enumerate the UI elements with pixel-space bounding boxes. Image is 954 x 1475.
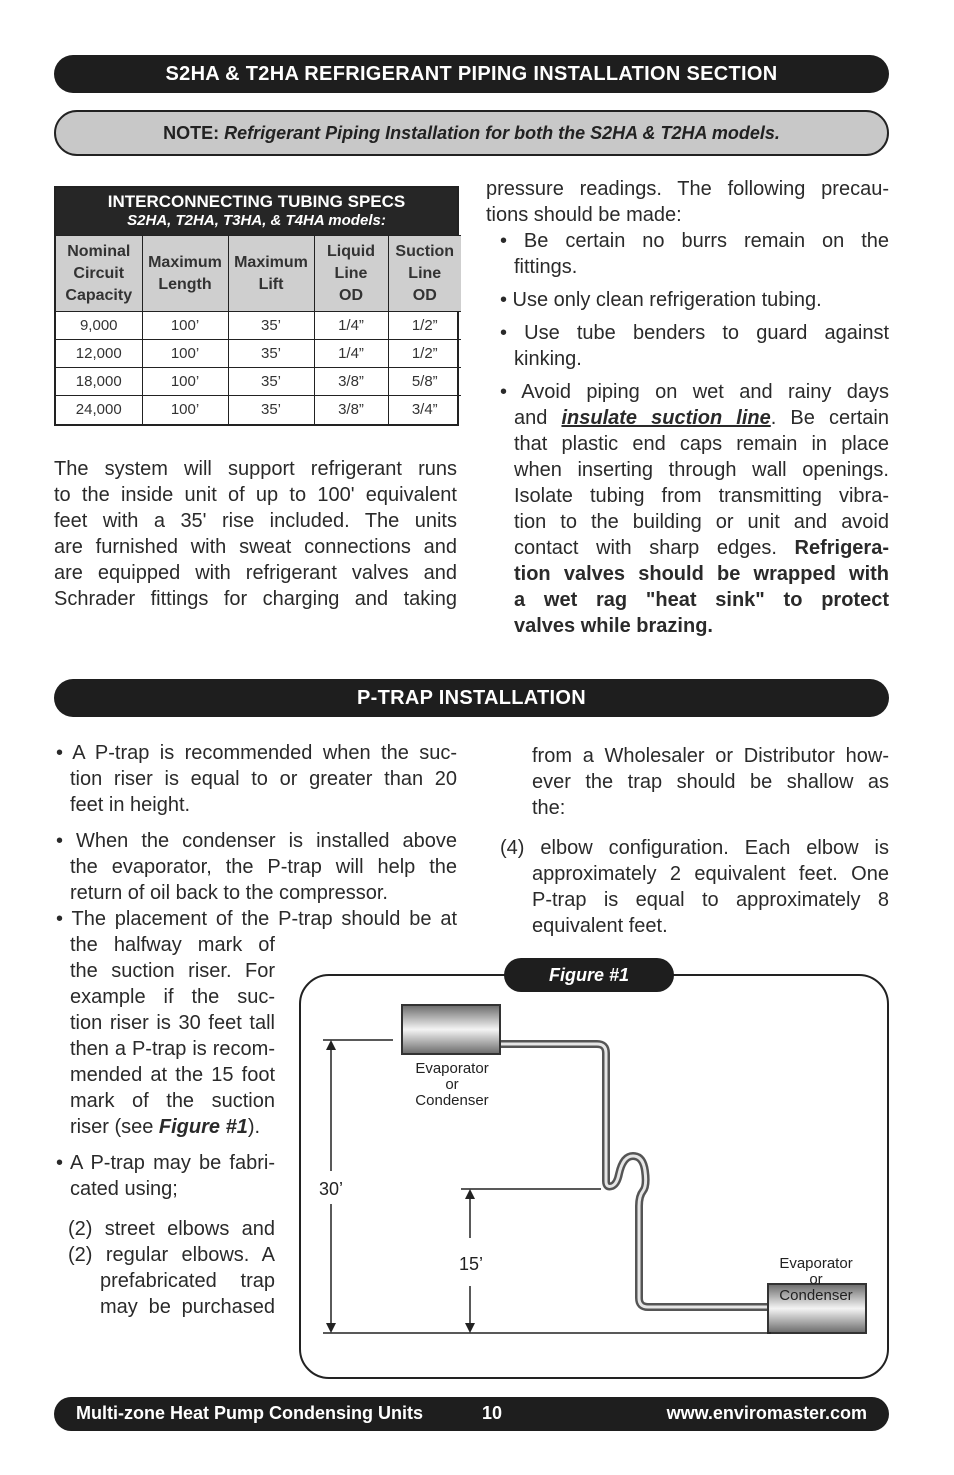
dimension-lines bbox=[323, 1040, 771, 1333]
precautions-block bbox=[486, 176, 889, 639]
cell: 3/8” bbox=[314, 396, 388, 424]
bullet-line: then a P-trap is recom- bbox=[70, 1038, 275, 1060]
figure-label-text: Figure #1 bbox=[548, 965, 630, 985]
bullet-line: the suction riser. For bbox=[70, 960, 275, 982]
specs-header bbox=[56, 188, 457, 235]
cell: 100’ bbox=[142, 368, 228, 396]
specs-subtitle: S2HA, T2HA, T3HA, & T4HA models: bbox=[127, 212, 386, 229]
cell: 1/2” bbox=[388, 340, 461, 368]
page-footer bbox=[54, 1397, 889, 1431]
bullet-line: fittings. bbox=[514, 256, 578, 278]
col-header-lift: Maximum Lift bbox=[228, 236, 314, 312]
para-line: Schrader fittings for charging and taking bbox=[54, 588, 457, 610]
list-line: prefabricated trap bbox=[100, 1270, 275, 1292]
text-line: from a Wholesaler or Distributor how- bbox=[532, 745, 889, 767]
footer-website: www.enviromaster.com bbox=[666, 1403, 867, 1423]
col-header-capacity: Nominal Circuit Capacity bbox=[56, 236, 142, 312]
bullet-line: example if the suc- bbox=[70, 986, 275, 1008]
bullet-line: mended at the 15 foot bbox=[70, 1064, 275, 1086]
section-banner-ptrap bbox=[54, 679, 889, 717]
note-box bbox=[54, 110, 889, 156]
bullet-line: contact with sharp edges. Refrigera- bbox=[514, 537, 889, 559]
intro-line: pressure readings. The following precau- bbox=[486, 178, 889, 200]
bullet-line: • A P-trap may be fabri- bbox=[56, 1152, 275, 1174]
bullet-line: that plastic end caps remain in place bbox=[514, 433, 889, 455]
table-row bbox=[56, 340, 461, 368]
bullet-line: • A P-trap is recommended when the suc- bbox=[56, 742, 457, 764]
col-header-suction: Suction Line OD bbox=[388, 236, 461, 312]
dimension-30-label: 30’ bbox=[319, 1179, 344, 1199]
bullet-line: riser (see Figure #1). bbox=[70, 1116, 261, 1138]
unit-top-label-2: or bbox=[445, 1076, 459, 1093]
text-line: approximately 2 equivalent feet. One bbox=[532, 863, 889, 885]
para-line: feet with a 35' rise included. The units bbox=[54, 510, 457, 532]
text-line: the: bbox=[532, 797, 566, 819]
evaporator-unit-top bbox=[402, 1005, 500, 1054]
cell: 35’ bbox=[228, 340, 314, 368]
cell: 9,000 bbox=[56, 312, 142, 340]
list-line: (2) street elbows and bbox=[68, 1218, 275, 1240]
specs-title: INTERCONNECTING TUBING SPECS bbox=[107, 192, 406, 211]
refrigerant-pipe bbox=[500, 1044, 768, 1307]
cell: 3/4” bbox=[388, 396, 461, 424]
insulate-emphasis: insulate suction line bbox=[561, 407, 771, 429]
cell: 5/8” bbox=[388, 368, 461, 396]
bold-line: a wet rag "heat sink" to protect bbox=[514, 589, 889, 611]
table-row bbox=[56, 312, 461, 340]
bold-line: valves while brazing. bbox=[514, 615, 713, 637]
col-header-length: Maximum Length bbox=[142, 236, 228, 312]
cell: 12,000 bbox=[56, 340, 142, 368]
section-banner-refrigerant bbox=[54, 55, 889, 93]
ptrap-bullets-top bbox=[56, 740, 457, 932]
specs-grid bbox=[56, 235, 461, 424]
text-line: (4) elbow configuration. Each elbow is bbox=[500, 837, 889, 859]
bold-line: tion valves should be wrapped with bbox=[514, 563, 889, 585]
bullet-line: kinking. bbox=[514, 348, 582, 370]
bullet-line: mark of the suction bbox=[70, 1090, 275, 1112]
para-line: are furnished with sweat connections and bbox=[54, 536, 457, 558]
ptrap-diagram bbox=[301, 976, 887, 1377]
table-row bbox=[56, 368, 461, 396]
ptrap-title: P-TRAP INSTALLATION bbox=[356, 687, 587, 709]
cell: 35’ bbox=[228, 368, 314, 396]
bullet-line: cated using; bbox=[70, 1178, 178, 1200]
bullet-line: tion riser is 30 feet tall bbox=[70, 1012, 275, 1034]
cell: 35’ bbox=[228, 312, 314, 340]
text-line: ever the trap should be shallow as bbox=[532, 771, 889, 793]
cell: 24,000 bbox=[56, 396, 142, 424]
bullet-line: • Avoid piping on wet and rainy days bbox=[500, 381, 889, 403]
text-line: equivalent feet. bbox=[532, 915, 668, 937]
section-title: S2HA & T2HA REFRIGERANT PIPING INSTALLATION SECTION bbox=[165, 63, 778, 85]
bullet-line: the evaporator, the P-trap will help the bbox=[70, 856, 457, 878]
note-text: Refrigerant Piping Installation for both the S2HA & T2HA models. bbox=[224, 123, 780, 143]
bullet-list bbox=[486, 228, 889, 639]
para-line: The system will support refrigerant runs bbox=[54, 458, 457, 480]
bullet-line: • The placement of the P-trap should be at bbox=[56, 908, 457, 930]
dimension-15-label: 15’ bbox=[459, 1254, 484, 1274]
note-label: NOTE: bbox=[163, 123, 220, 143]
bullet-line: return of oil back to the compressor. bbox=[70, 882, 388, 904]
ptrap-bullets-narrow bbox=[56, 932, 275, 1320]
bullet-line: Isolate tubing from transmitting vibra- bbox=[514, 485, 889, 507]
table-row bbox=[56, 396, 461, 424]
list-line: (2) regular elbows. A bbox=[68, 1244, 275, 1266]
system-paragraph bbox=[54, 456, 457, 612]
cell: 1/4” bbox=[314, 312, 388, 340]
unit-bottom-label-1: Evaporator bbox=[779, 1255, 853, 1272]
unit-bottom-label-2: or bbox=[809, 1271, 823, 1288]
bullet-line: the halfway mark of bbox=[70, 934, 275, 956]
figure-reference: Figure #1 bbox=[158, 1116, 248, 1138]
ptrap-right-text bbox=[500, 743, 889, 939]
text-line: P-trap is equal to approximately 8 bbox=[532, 889, 889, 911]
cell: 1/2” bbox=[388, 312, 461, 340]
cell: 1/4” bbox=[314, 340, 388, 368]
col-header-liquid: Liquid Line OD bbox=[314, 236, 388, 312]
bullet-line: feet in height. bbox=[70, 794, 191, 816]
cell: 100’ bbox=[142, 340, 228, 368]
bullet-line: • When the condenser is installed above bbox=[56, 830, 457, 852]
bullet-line: when inserting through wall openings. bbox=[514, 459, 889, 481]
unit-top-label-1: Evaporator bbox=[415, 1060, 489, 1077]
cell: 100’ bbox=[142, 312, 228, 340]
specs-header-row bbox=[56, 236, 461, 312]
bullet-line: tion riser is equal to or greater than 20 bbox=[70, 768, 457, 790]
figure-label bbox=[504, 958, 674, 992]
para-line: are equipped with refrigerant valves and bbox=[54, 562, 457, 584]
cell: 3/8” bbox=[314, 368, 388, 396]
intro-line: tions should be made: bbox=[486, 204, 682, 226]
bullet-line: tion to the building or unit and avoid bbox=[514, 511, 889, 533]
unit-top-label-3: Condenser bbox=[415, 1092, 489, 1109]
bullet-line: • Be certain no burrs remain on the bbox=[500, 230, 889, 252]
unit-bottom-label-3: Condenser bbox=[779, 1287, 853, 1304]
para-line: to the inside unit of up to 100' equivalent bbox=[54, 484, 457, 506]
footer-title: Multi-zone Heat Pump Condensing Units bbox=[76, 1403, 423, 1423]
bullet-line: • Use tube benders to guard against bbox=[500, 322, 889, 344]
page-number: 10 bbox=[482, 1403, 503, 1423]
tubing-specs-table bbox=[54, 186, 459, 426]
cell: 35’ bbox=[228, 396, 314, 424]
bullet-line: and insulate suction line. Be certain bbox=[514, 407, 889, 429]
list-line: may be purchased bbox=[100, 1296, 275, 1318]
bullet-line: • Use only clean refrigeration tubing. bbox=[500, 289, 822, 311]
cell: 18,000 bbox=[56, 368, 142, 396]
cell: 100’ bbox=[142, 396, 228, 424]
